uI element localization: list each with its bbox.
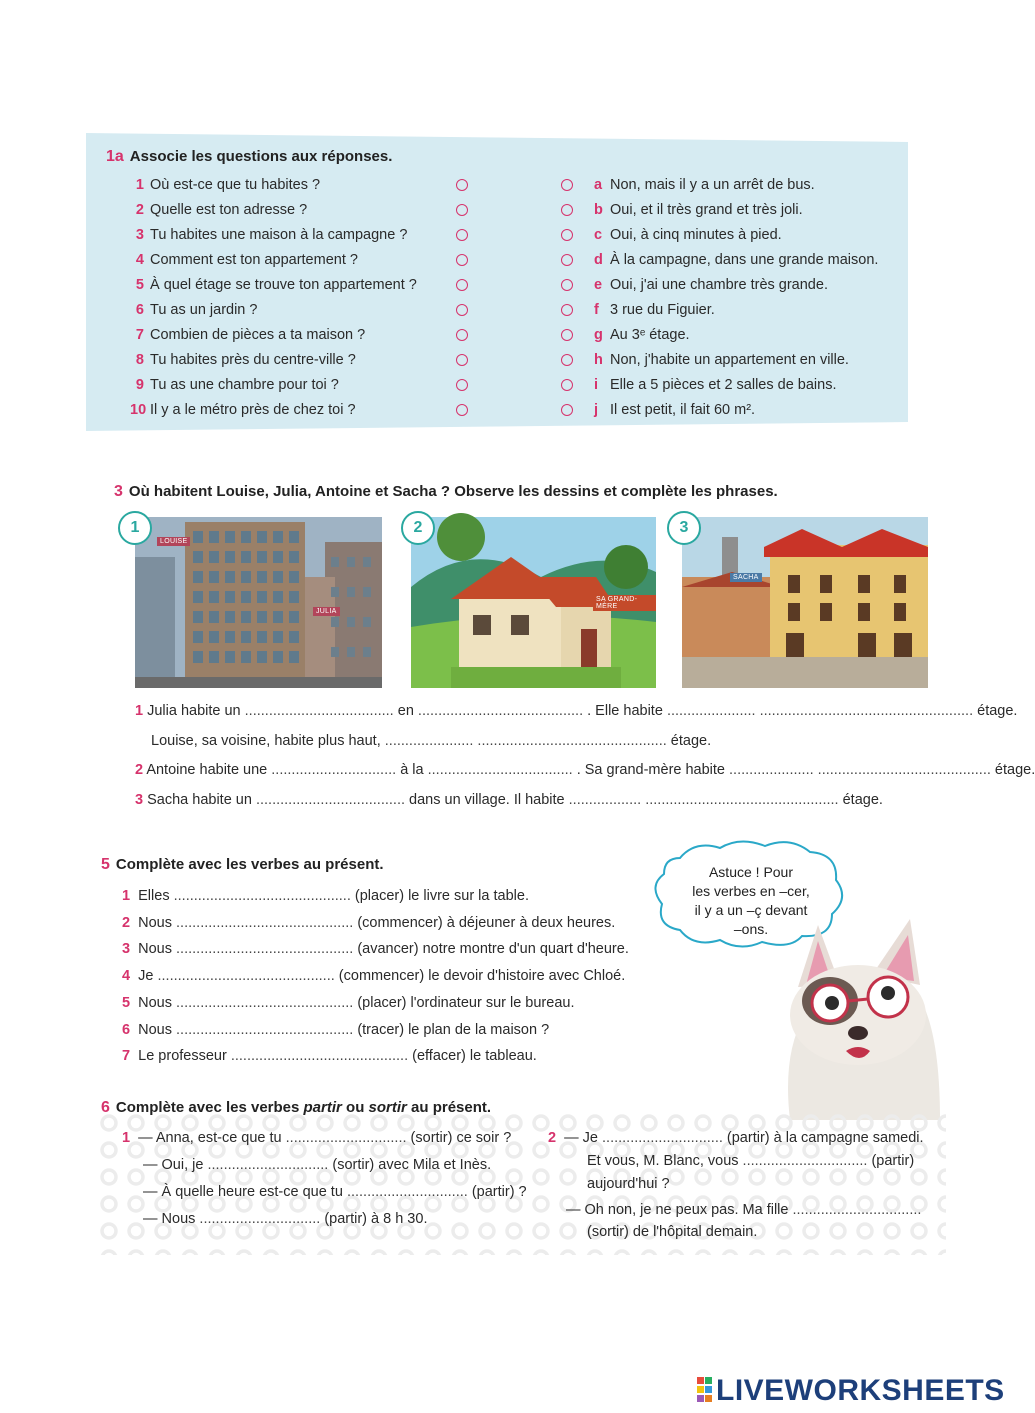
picture-village [682, 517, 928, 688]
question-item: 10 Il y a le métro près de chez toi ? [130, 402, 356, 418]
blank-field[interactable]: ......................................... [417, 703, 584, 719]
exercise-number: 3 [114, 483, 123, 500]
ex5-item: 3 Nous ............................................ (avancer) notre montre d'un quart d'heure. [122, 941, 629, 957]
answer-item: h Non, j'habite un appartement en ville. [594, 352, 849, 368]
blank-field[interactable]: ............................................ [176, 1022, 354, 1038]
answer-match-dot[interactable] [561, 329, 573, 341]
blank-field[interactable]: ..................................... [244, 703, 394, 719]
ex6-2-line-2: Et vous, M. Blanc, vous ............................... (partir) [587, 1153, 915, 1169]
question-match-dot[interactable] [456, 304, 468, 316]
exercise-1a-title [106, 148, 392, 166]
answer-match-dot[interactable] [561, 254, 573, 266]
picture-countryside-house [411, 517, 656, 688]
blank-field[interactable]: ..................................... [255, 792, 406, 808]
blank-field[interactable]: ............................................ [176, 941, 354, 957]
question-match-dot[interactable] [456, 404, 468, 416]
ex6-2-line-3: aujourd'hui ? [587, 1176, 670, 1192]
liveworksheets-logo-icon [697, 1377, 713, 1405]
answer-item: i Elle a 5 pièces et 2 salles de bains. [594, 377, 837, 393]
question-item: 6 Tu as un jardin ? [135, 302, 258, 318]
question-item: 3 Tu habites une maison à la campagne ? [135, 227, 408, 243]
ex6-1-line-1: 1 — Anna, est-ce que tu .............................. (sortir) ce soir ? [122, 1130, 512, 1146]
ex5-item: 5 Nous ............................................ (placer) l'ordinateur sur le bureau. [122, 995, 575, 1011]
answer-match-dot[interactable] [561, 304, 573, 316]
blank-field[interactable]: ............................... [271, 762, 397, 778]
blank-field[interactable]: .............................. [207, 1157, 329, 1173]
blank-field[interactable]: ................................ [792, 1202, 922, 1218]
ex5-item: 2 Nous ............................................ (commencer) à déjeuner à deux heures. [122, 915, 616, 931]
question-match-dot[interactable] [456, 279, 468, 291]
answer-item: a Non, mais il y a un arrêt de bus. [594, 177, 815, 193]
answer-item: e Oui, j'ai une chambre très grande. [594, 277, 828, 293]
ex6-2-line-1: 2 — Je .............................. (partir) à la campagne samedi. [548, 1130, 924, 1146]
ex3-sentence-3: 3 Sacha habite un ..................................... dans un village. Il habite .................. ................................................ étage. [135, 792, 883, 808]
ex6-2-line-5: (sortir) de l'hôpital demain. [587, 1224, 758, 1240]
label-sacha: SACHA [730, 573, 762, 582]
blank-field[interactable]: .................................... [427, 762, 573, 778]
question-match-dot[interactable] [456, 179, 468, 191]
question-match-dot[interactable] [456, 204, 468, 216]
exercise-3-title [114, 483, 778, 501]
blank-field[interactable]: ............................................ [173, 888, 351, 904]
exercise-number: 5 [101, 856, 110, 873]
ex6-1-line-4: — Nous .............................. (partir) à 8 h 30. [143, 1211, 428, 1227]
exercise-instruction: Associe les questions aux réponses. [129, 148, 393, 165]
blank-field[interactable]: ...................... ............................................... [384, 733, 667, 749]
ex5-item: 4 Je ............................................ (commencer) le devoir d'histoire avec Chloé. [122, 968, 626, 984]
exercise-number: 1a [106, 148, 124, 165]
question-item: 7 Combien de pièces a ta maison ? [135, 327, 366, 343]
blank-field[interactable]: ............................................ [230, 1048, 409, 1064]
ex5-item: 6 Nous ............................................ (tracer) le plan de la maison ? [122, 1022, 550, 1038]
blank-field[interactable]: ............................... [742, 1153, 868, 1169]
blank-field[interactable]: .............................. [199, 1211, 321, 1227]
exercise-number: 6 [101, 1099, 110, 1116]
tip-text: Astuce ! Pour les verbes en –cer, il y a un –ç devant –ons. [692, 864, 810, 937]
answer-item: j Il est petit, il fait 60 m². [594, 402, 756, 418]
question-item: 9 Tu as une chambre pour toi ? [135, 377, 339, 393]
ex5-item: 7 Le professeur ............................................ (effacer) le tableau. [122, 1048, 537, 1064]
blank-field[interactable]: .............................. [346, 1184, 468, 1200]
blank-field[interactable]: ............................................ [157, 968, 335, 984]
answer-item: d À la campagne, dans une grande maison. [594, 252, 879, 268]
question-item: 1 Où est-ce que tu habites ? [135, 177, 321, 193]
question-item: 2 Quelle est ton adresse ? [135, 202, 308, 218]
label-louise: LOUISE [157, 537, 190, 546]
ex6-1-line-2: — Oui, je .............................. (sortir) avec Mila et Inès. [143, 1157, 492, 1173]
question-match-dot[interactable] [456, 229, 468, 241]
picture-badge-1: 1 [118, 511, 152, 545]
answer-item: b Oui, et il très grand et très joli. [594, 202, 803, 218]
ex3-sentence-2: 2 Antoine habite une ............................... à la .................................... . Sa grand-mère habite ..................... ........................................... étage. [135, 762, 1035, 778]
answer-match-dot[interactable] [561, 279, 573, 291]
picture-city-apartment [135, 517, 382, 688]
blank-field[interactable]: .............................. [602, 1130, 723, 1146]
answer-match-dot[interactable] [561, 179, 573, 191]
ex3-sentence-1: 1 Julia habite un ..................................... en ......................................... . Elle habite ...................... ..................................................... étage. [135, 703, 1018, 719]
blank-field[interactable]: .............................. [285, 1130, 407, 1146]
ex5-item: 1 Elles ............................................ (placer) le livre sur la table. [122, 888, 529, 904]
exercise-6-title: 6 Complète avec les verbes partir ou sortir au présent. [101, 1099, 492, 1116]
ex6-2-line-4: — Oh non, je ne peux pas. Ma fille ................................ [566, 1202, 922, 1218]
question-item: 5 À quel étage se trouve ton appartement ? [135, 277, 417, 293]
answer-item: c Oui, à cinq minutes à pied. [594, 227, 782, 243]
dog-illustration [780, 915, 940, 1120]
label-grand-mere: SA GRAND-MÈRE [593, 595, 656, 611]
answer-match-dot[interactable] [561, 229, 573, 241]
blank-field[interactable]: .................. ................................................ [568, 792, 839, 808]
answer-match-dot[interactable] [561, 204, 573, 216]
exercise-instruction: Où habitent Louise, Julia, Antoine et Sacha ? Observe les dessins et complète les phrases. [128, 483, 778, 500]
answer-match-dot[interactable] [561, 379, 573, 391]
question-item: 4 Comment est ton appartement ? [135, 252, 358, 268]
blank-field[interactable]: ............................................ [176, 915, 354, 931]
answer-match-dot[interactable] [561, 354, 573, 366]
label-julia: JULIA [313, 607, 340, 616]
question-match-dot[interactable] [456, 254, 468, 266]
ex6-1-line-3: — À quelle heure est-ce que tu .............................. (partir) ? [143, 1184, 527, 1200]
ex3-sentence-1b: Louise, sa voisine, habite plus haut, ...................... ............................................... étage. [151, 733, 712, 749]
question-match-dot[interactable] [456, 379, 468, 391]
picture-badge-3: 3 [667, 511, 701, 545]
blank-field[interactable]: ...................... ..................................................... [666, 703, 974, 719]
picture-badge-2: 2 [401, 511, 435, 545]
blank-field[interactable]: ..................... ........................................... [729, 762, 991, 778]
exercise-instruction: Complète avec les verbes au présent. [115, 856, 384, 873]
answer-match-dot[interactable] [561, 404, 573, 416]
blank-field[interactable]: ............................................ [176, 995, 354, 1011]
liveworksheets-logo: LIVEWORKSHEETS [716, 1374, 1005, 1407]
question-match-dot[interactable] [456, 354, 468, 366]
answer-item: f 3 rue du Figuier. [594, 302, 715, 318]
exercise-5-title [101, 856, 384, 874]
question-item: 8 Tu habites près du centre-ville ? [135, 352, 356, 368]
answer-item: g Au 3ᵉ étage. [594, 327, 690, 343]
question-match-dot[interactable] [456, 329, 468, 341]
